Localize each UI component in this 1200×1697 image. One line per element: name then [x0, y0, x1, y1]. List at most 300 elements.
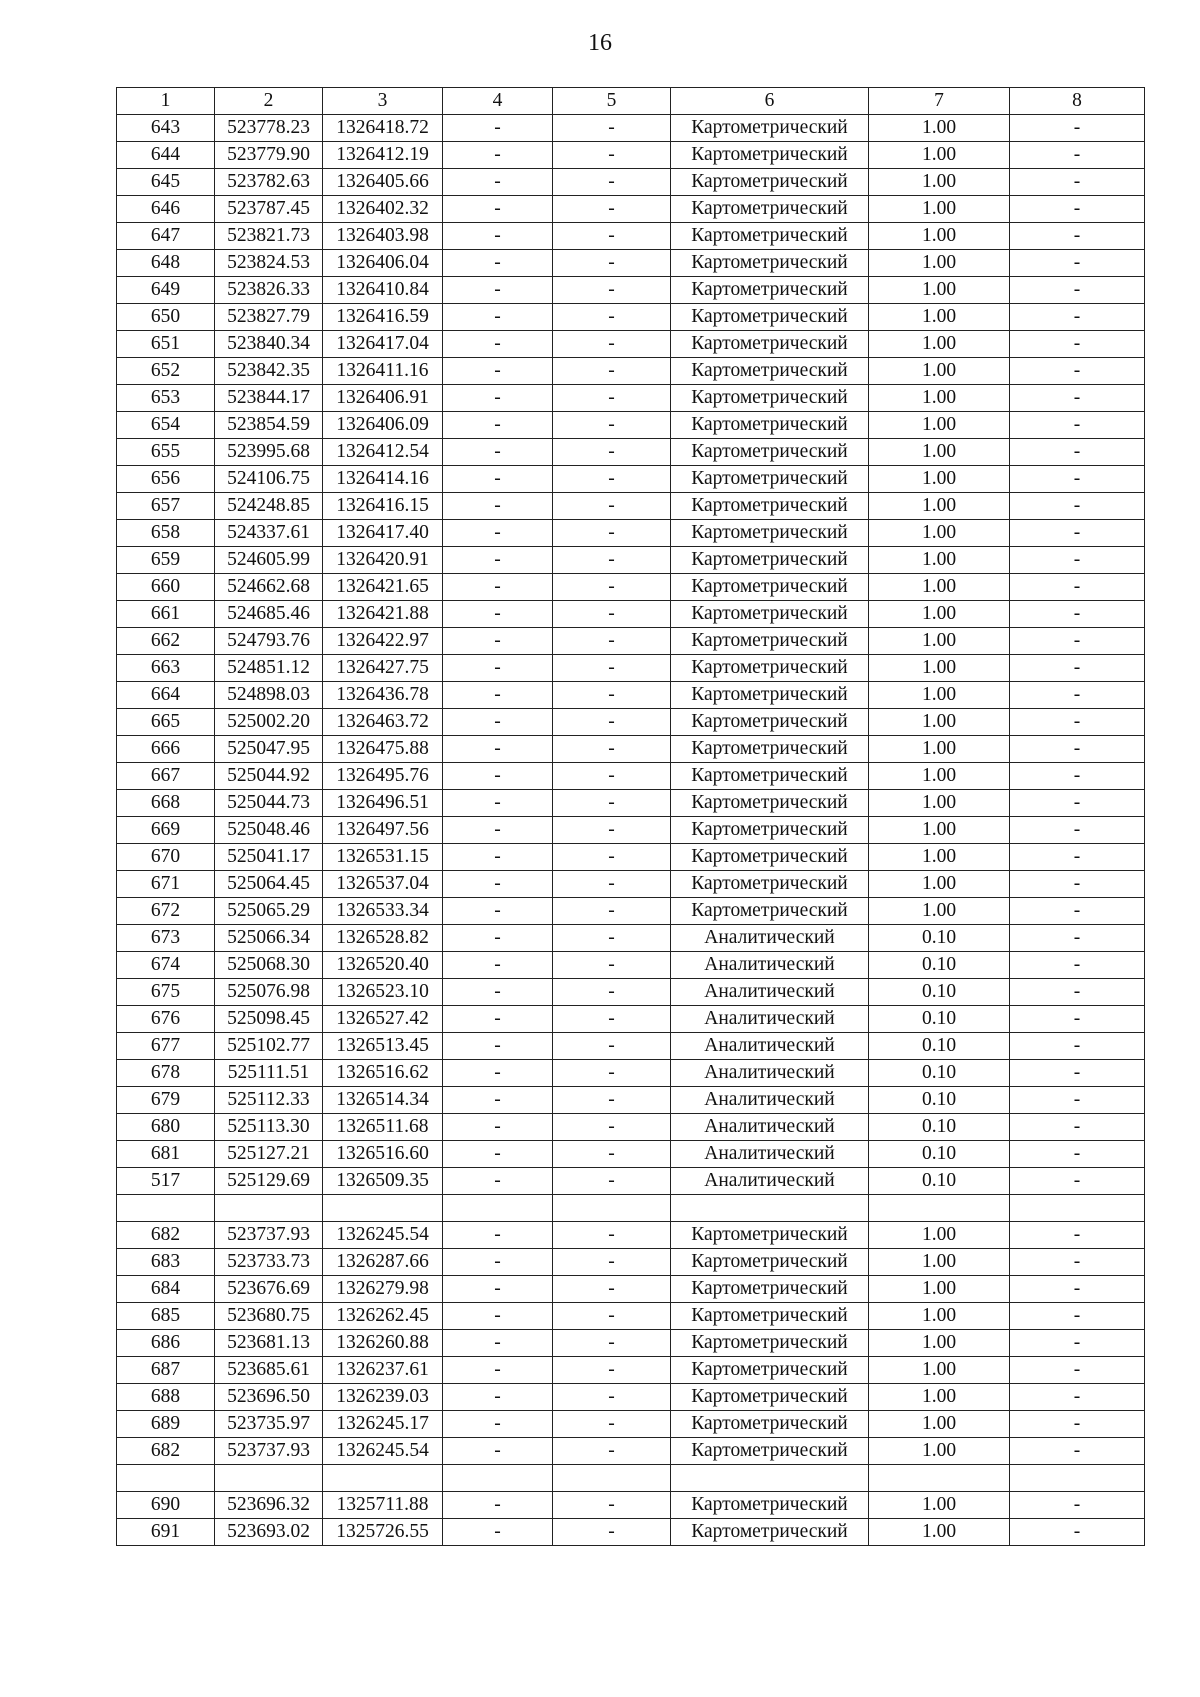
table-cell: Картометрический	[671, 1329, 869, 1356]
table-cell: -	[553, 628, 671, 655]
table-cell: -	[443, 1248, 553, 1275]
table-cell: -	[443, 952, 553, 979]
table-cell: Аналитический	[671, 1033, 869, 1060]
table-cell: -	[553, 1114, 671, 1141]
table-cell: 525044.73	[215, 790, 323, 817]
table-cell: 660	[117, 574, 215, 601]
table-cell: -	[443, 493, 553, 520]
table-cell: 523995.68	[215, 439, 323, 466]
table-cell: 675	[117, 979, 215, 1006]
table-cell: 1.00	[869, 682, 1010, 709]
table-cell: 1326520.40	[323, 952, 443, 979]
table-cell: 1326516.62	[323, 1060, 443, 1087]
table-row	[117, 412, 1145, 439]
table-cell: -	[553, 1221, 671, 1248]
table-row	[117, 655, 1145, 682]
table-row	[117, 115, 1145, 142]
table-cell: -	[553, 1383, 671, 1410]
table-cell: 651	[117, 331, 215, 358]
table-cell: 1326421.65	[323, 574, 443, 601]
table-cell: 1326509.35	[323, 1168, 443, 1195]
table-cell: Картометрический	[671, 736, 869, 763]
table-cell: -	[443, 709, 553, 736]
table-cell: 1326245.54	[323, 1437, 443, 1464]
table-cell: -	[443, 1518, 553, 1545]
table-cell: 523787.45	[215, 196, 323, 223]
table-cell: -	[1010, 790, 1145, 817]
table-cell: 685	[117, 1302, 215, 1329]
table-cell: -	[443, 655, 553, 682]
table-row	[117, 223, 1145, 250]
table-cell: 525066.34	[215, 925, 323, 952]
table-cell: Картометрический	[671, 871, 869, 898]
table-cell: -	[1010, 520, 1145, 547]
table-cell: 0.10	[869, 1087, 1010, 1114]
table-cell: Картометрический	[671, 682, 869, 709]
table-cell: -	[553, 466, 671, 493]
table-cell: 1326533.34	[323, 898, 443, 925]
table-cell: 669	[117, 817, 215, 844]
table-cell: 1326511.68	[323, 1114, 443, 1141]
table-cell: 525098.45	[215, 1006, 323, 1033]
table-cell: 523680.75	[215, 1302, 323, 1329]
coordinates-table-body	[117, 88, 1145, 1546]
table-row	[117, 1006, 1145, 1033]
table-cell: -	[1010, 1087, 1145, 1114]
table-cell: 678	[117, 1060, 215, 1087]
table-cell: Картометрический	[671, 1248, 869, 1275]
header-cell: 6	[671, 88, 869, 115]
table-cell: Картометрический	[671, 1491, 869, 1518]
table-cell: 683	[117, 1248, 215, 1275]
table-cell: Картометрический	[671, 277, 869, 304]
table-cell: 1326410.84	[323, 277, 443, 304]
table-row	[117, 709, 1145, 736]
table-cell: 1326495.76	[323, 763, 443, 790]
table-cell: -	[443, 1141, 553, 1168]
table-cell: 680	[117, 1114, 215, 1141]
table-cell: -	[443, 1329, 553, 1356]
table-cell: -	[443, 304, 553, 331]
table-cell: 1326406.91	[323, 385, 443, 412]
table-row	[117, 277, 1145, 304]
table-row	[117, 628, 1145, 655]
table-cell: 524898.03	[215, 682, 323, 709]
table-cell: -	[443, 439, 553, 466]
table-cell: -	[1010, 655, 1145, 682]
table-cell: 1326496.51	[323, 790, 443, 817]
table-cell: -	[443, 115, 553, 142]
table-cell: -	[1010, 736, 1145, 763]
table-cell: 524248.85	[215, 493, 323, 520]
table-cell: Картометрический	[671, 709, 869, 736]
table-row	[117, 547, 1145, 574]
table-cell	[1010, 1195, 1145, 1222]
table-row	[117, 304, 1145, 331]
table-cell: -	[443, 385, 553, 412]
table-cell: 1.00	[869, 736, 1010, 763]
table-cell: 681	[117, 1141, 215, 1168]
table-cell: -	[443, 1006, 553, 1033]
table-cell: -	[1010, 952, 1145, 979]
table-cell: 686	[117, 1329, 215, 1356]
table-cell: 523681.13	[215, 1329, 323, 1356]
table-cell: -	[443, 1114, 553, 1141]
table-row	[117, 439, 1145, 466]
table-cell: -	[553, 412, 671, 439]
table-cell: -	[443, 736, 553, 763]
table-cell: -	[553, 1248, 671, 1275]
table-cell: -	[1010, 979, 1145, 1006]
table-cell: Картометрический	[671, 223, 869, 250]
table-cell: -	[1010, 439, 1145, 466]
table-cell: 1.00	[869, 1329, 1010, 1356]
table-cell: Картометрический	[671, 115, 869, 142]
table-cell: 1326417.04	[323, 331, 443, 358]
table-cell: 1.00	[869, 871, 1010, 898]
table-cell: 679	[117, 1087, 215, 1114]
table-cell: 1.00	[869, 1302, 1010, 1329]
table-cell: 1.00	[869, 520, 1010, 547]
table-cell: -	[443, 412, 553, 439]
table-cell: 687	[117, 1356, 215, 1383]
table-cell: Картометрический	[671, 547, 869, 574]
table-cell: Картометрический	[671, 655, 869, 682]
table-cell: Картометрический	[671, 1437, 869, 1464]
table-cell: 1.00	[869, 412, 1010, 439]
table-cell: Картометрический	[671, 1221, 869, 1248]
header-cell: 4	[443, 88, 553, 115]
table-cell: -	[553, 898, 671, 925]
table-row	[117, 1033, 1145, 1060]
table-cell: 1.00	[869, 115, 1010, 142]
table-cell: 525112.33	[215, 1087, 323, 1114]
table-cell: -	[553, 1302, 671, 1329]
table-cell: -	[1010, 1383, 1145, 1410]
table-cell: -	[443, 601, 553, 628]
table-cell: 1326463.72	[323, 709, 443, 736]
table-cell: 1326420.91	[323, 547, 443, 574]
table-cell: 523826.33	[215, 277, 323, 304]
table-cell: Картометрический	[671, 790, 869, 817]
table-cell: -	[1010, 493, 1145, 520]
table-cell: -	[1010, 142, 1145, 169]
table-row	[117, 601, 1145, 628]
table-cell: Аналитический	[671, 979, 869, 1006]
table-cell: 523778.23	[215, 115, 323, 142]
table-cell: -	[443, 277, 553, 304]
table-row	[117, 250, 1145, 277]
table-cell: 1326411.16	[323, 358, 443, 385]
table-cell: 650	[117, 304, 215, 331]
table-cell: 0.10	[869, 1141, 1010, 1168]
table-cell: 1326417.40	[323, 520, 443, 547]
table-cell: Картометрический	[671, 142, 869, 169]
table-cell: 523737.93	[215, 1221, 323, 1248]
table-cell: -	[1010, 763, 1145, 790]
table-cell: 1326528.82	[323, 925, 443, 952]
table-cell: -	[443, 871, 553, 898]
table-cell: 644	[117, 142, 215, 169]
table-cell: 523696.32	[215, 1491, 323, 1518]
table-cell: 523696.50	[215, 1383, 323, 1410]
table-cell: 1.00	[869, 385, 1010, 412]
table-cell: Картометрический	[671, 817, 869, 844]
table-cell: 1326513.45	[323, 1033, 443, 1060]
coordinates-table	[116, 87, 1145, 1546]
table-cell: 1.00	[869, 1248, 1010, 1275]
table-cell: -	[1010, 844, 1145, 871]
table-cell: -	[443, 547, 553, 574]
table-cell: -	[553, 817, 671, 844]
table-cell: -	[1010, 1060, 1145, 1087]
table-cell: Картометрический	[671, 844, 869, 871]
table-cell: -	[553, 142, 671, 169]
table-cell: -	[1010, 1006, 1145, 1033]
table-cell: 525111.51	[215, 1060, 323, 1087]
table-row	[117, 898, 1145, 925]
table-cell: 1326414.16	[323, 466, 443, 493]
table-cell: -	[553, 304, 671, 331]
table-cell: 0.10	[869, 1006, 1010, 1033]
table-cell: -	[553, 1518, 671, 1545]
table-row	[117, 763, 1145, 790]
table-cell: -	[1010, 1491, 1145, 1518]
table-cell: -	[1010, 466, 1145, 493]
table-cell: -	[553, 1141, 671, 1168]
table-cell: 674	[117, 952, 215, 979]
table-cell: 524605.99	[215, 547, 323, 574]
table-cell: 645	[117, 169, 215, 196]
table-cell: 1.00	[869, 1383, 1010, 1410]
table-cell: -	[553, 763, 671, 790]
table-cell: 1326418.72	[323, 115, 443, 142]
table-cell: Картометрический	[671, 763, 869, 790]
table-cell: 525041.17	[215, 844, 323, 871]
table-cell: 1326416.59	[323, 304, 443, 331]
table-cell: -	[443, 1060, 553, 1087]
table-cell: 525065.29	[215, 898, 323, 925]
table-cell: 676	[117, 1006, 215, 1033]
table-cell: -	[443, 169, 553, 196]
table-cell: -	[443, 1383, 553, 1410]
table-cell: 1.00	[869, 574, 1010, 601]
table-cell: -	[443, 331, 553, 358]
table-cell: 1326402.32	[323, 196, 443, 223]
table-cell: -	[553, 1329, 671, 1356]
table-cell: 523854.59	[215, 412, 323, 439]
table-row	[117, 358, 1145, 385]
table-cell: 673	[117, 925, 215, 952]
table-cell: 682	[117, 1437, 215, 1464]
table-row	[117, 169, 1145, 196]
table-cell: 524851.12	[215, 655, 323, 682]
table-cell: Картометрический	[671, 1356, 869, 1383]
table-cell: -	[553, 547, 671, 574]
table-cell: 525113.30	[215, 1114, 323, 1141]
table-cell: 1326436.78	[323, 682, 443, 709]
table-cell: 523693.02	[215, 1518, 323, 1545]
table-cell: 0.10	[869, 1060, 1010, 1087]
table-cell: 1326527.42	[323, 1006, 443, 1033]
table-row	[117, 1437, 1145, 1464]
table-cell: -	[553, 979, 671, 1006]
table-cell: -	[553, 1033, 671, 1060]
table-cell	[553, 1464, 671, 1491]
table-cell: Аналитический	[671, 1060, 869, 1087]
table-cell: 689	[117, 1410, 215, 1437]
table-cell: 1326531.15	[323, 844, 443, 871]
table-cell: 661	[117, 601, 215, 628]
table-cell: -	[443, 790, 553, 817]
table-cell: 517	[117, 1168, 215, 1195]
table-cell: 523676.69	[215, 1275, 323, 1302]
header-cell: 7	[869, 88, 1010, 115]
table-cell: Картометрический	[671, 358, 869, 385]
table-cell: -	[553, 682, 671, 709]
table-cell: 525044.92	[215, 763, 323, 790]
table-cell: -	[553, 871, 671, 898]
table-cell: 1326260.88	[323, 1329, 443, 1356]
table-cell: -	[553, 493, 671, 520]
table-cell: 1326412.54	[323, 439, 443, 466]
table-cell: -	[1010, 709, 1145, 736]
table-cell: -	[1010, 115, 1145, 142]
table-cell	[215, 1195, 323, 1222]
header-cell: 2	[215, 88, 323, 115]
table-cell: 663	[117, 655, 215, 682]
table-cell: 649	[117, 277, 215, 304]
table-row	[117, 817, 1145, 844]
table-row	[117, 925, 1145, 952]
table-cell: -	[553, 601, 671, 628]
table-cell: -	[443, 763, 553, 790]
table-cell: -	[443, 682, 553, 709]
table-cell: 523779.90	[215, 142, 323, 169]
table-cell: 648	[117, 250, 215, 277]
table-cell: Картометрический	[671, 574, 869, 601]
table-cell: 525002.20	[215, 709, 323, 736]
table-cell: -	[553, 169, 671, 196]
table-cell: 1.00	[869, 331, 1010, 358]
table-row	[117, 871, 1145, 898]
table-cell: -	[1010, 304, 1145, 331]
table-cell: -	[553, 1087, 671, 1114]
table-cell: Картометрический	[671, 250, 869, 277]
table-cell: 1326537.04	[323, 871, 443, 898]
table-cell: -	[1010, 682, 1145, 709]
table-cell: -	[553, 1275, 671, 1302]
table-cell: -	[443, 142, 553, 169]
table-cell: Картометрический	[671, 1302, 869, 1329]
table-cell: 1.00	[869, 547, 1010, 574]
table-cell: Аналитический	[671, 952, 869, 979]
table-cell: 1.00	[869, 196, 1010, 223]
table-cell	[443, 1464, 553, 1491]
table-cell: -	[443, 574, 553, 601]
table-header-row	[117, 88, 1145, 115]
table-cell	[869, 1464, 1010, 1491]
table-cell: 668	[117, 790, 215, 817]
table-row	[117, 142, 1145, 169]
table-cell: 1326239.03	[323, 1383, 443, 1410]
table-cell: 665	[117, 709, 215, 736]
table-cell: -	[1010, 574, 1145, 601]
table-row	[117, 844, 1145, 871]
table-cell: -	[553, 709, 671, 736]
table-cell: -	[1010, 1302, 1145, 1329]
table-cell: 677	[117, 1033, 215, 1060]
table-cell: 0.10	[869, 1114, 1010, 1141]
table-row	[117, 1383, 1145, 1410]
table-row	[117, 1329, 1145, 1356]
table-cell: Картометрический	[671, 1275, 869, 1302]
table-cell: 1326279.98	[323, 1275, 443, 1302]
table-cell: 525064.45	[215, 871, 323, 898]
table-cell: 524793.76	[215, 628, 323, 655]
table-cell	[117, 1464, 215, 1491]
table-row	[117, 979, 1145, 1006]
table-cell: -	[1010, 601, 1145, 628]
table-cell: -	[443, 925, 553, 952]
header-cell: 8	[1010, 88, 1145, 115]
table-cell	[671, 1195, 869, 1222]
table-cell: 1.00	[869, 358, 1010, 385]
table-cell: 524106.75	[215, 466, 323, 493]
table-cell: -	[1010, 1437, 1145, 1464]
table-cell: 0.10	[869, 952, 1010, 979]
table-cell: 1.00	[869, 1275, 1010, 1302]
table-cell: 1.00	[869, 898, 1010, 925]
table-cell: 1325711.88	[323, 1491, 443, 1518]
table-row	[117, 1491, 1145, 1518]
table-cell: 1.00	[869, 817, 1010, 844]
table-cell: -	[443, 1302, 553, 1329]
table-cell: -	[1010, 1168, 1145, 1195]
table-cell: 1326245.17	[323, 1410, 443, 1437]
table-cell: 1.00	[869, 1410, 1010, 1437]
table-cell: -	[1010, 817, 1145, 844]
table-cell: 525047.95	[215, 736, 323, 763]
table-cell: -	[1010, 169, 1145, 196]
table-cell: -	[1010, 196, 1145, 223]
table-cell: 1326412.19	[323, 142, 443, 169]
table-cell: 525127.21	[215, 1141, 323, 1168]
table-row	[117, 1302, 1145, 1329]
table-cell: 1325726.55	[323, 1518, 443, 1545]
table-row	[117, 682, 1145, 709]
table-row	[117, 196, 1145, 223]
table-cell: -	[443, 1410, 553, 1437]
table-cell	[553, 1195, 671, 1222]
table-cell: -	[443, 358, 553, 385]
header-cell: 1	[117, 88, 215, 115]
table-cell: 1326287.66	[323, 1248, 443, 1275]
table-cell: -	[443, 628, 553, 655]
table-cell: -	[443, 898, 553, 925]
table-cell: -	[1010, 1518, 1145, 1545]
table-cell	[323, 1195, 443, 1222]
table-cell: 656	[117, 466, 215, 493]
table-cell: 1.00	[869, 709, 1010, 736]
table-cell: -	[553, 250, 671, 277]
table-cell: -	[553, 790, 671, 817]
table-cell: 0.10	[869, 925, 1010, 952]
table-cell: 1.00	[869, 466, 1010, 493]
table-cell: -	[443, 466, 553, 493]
table-cell: -	[553, 925, 671, 952]
table-cell: 1.00	[869, 1518, 1010, 1545]
